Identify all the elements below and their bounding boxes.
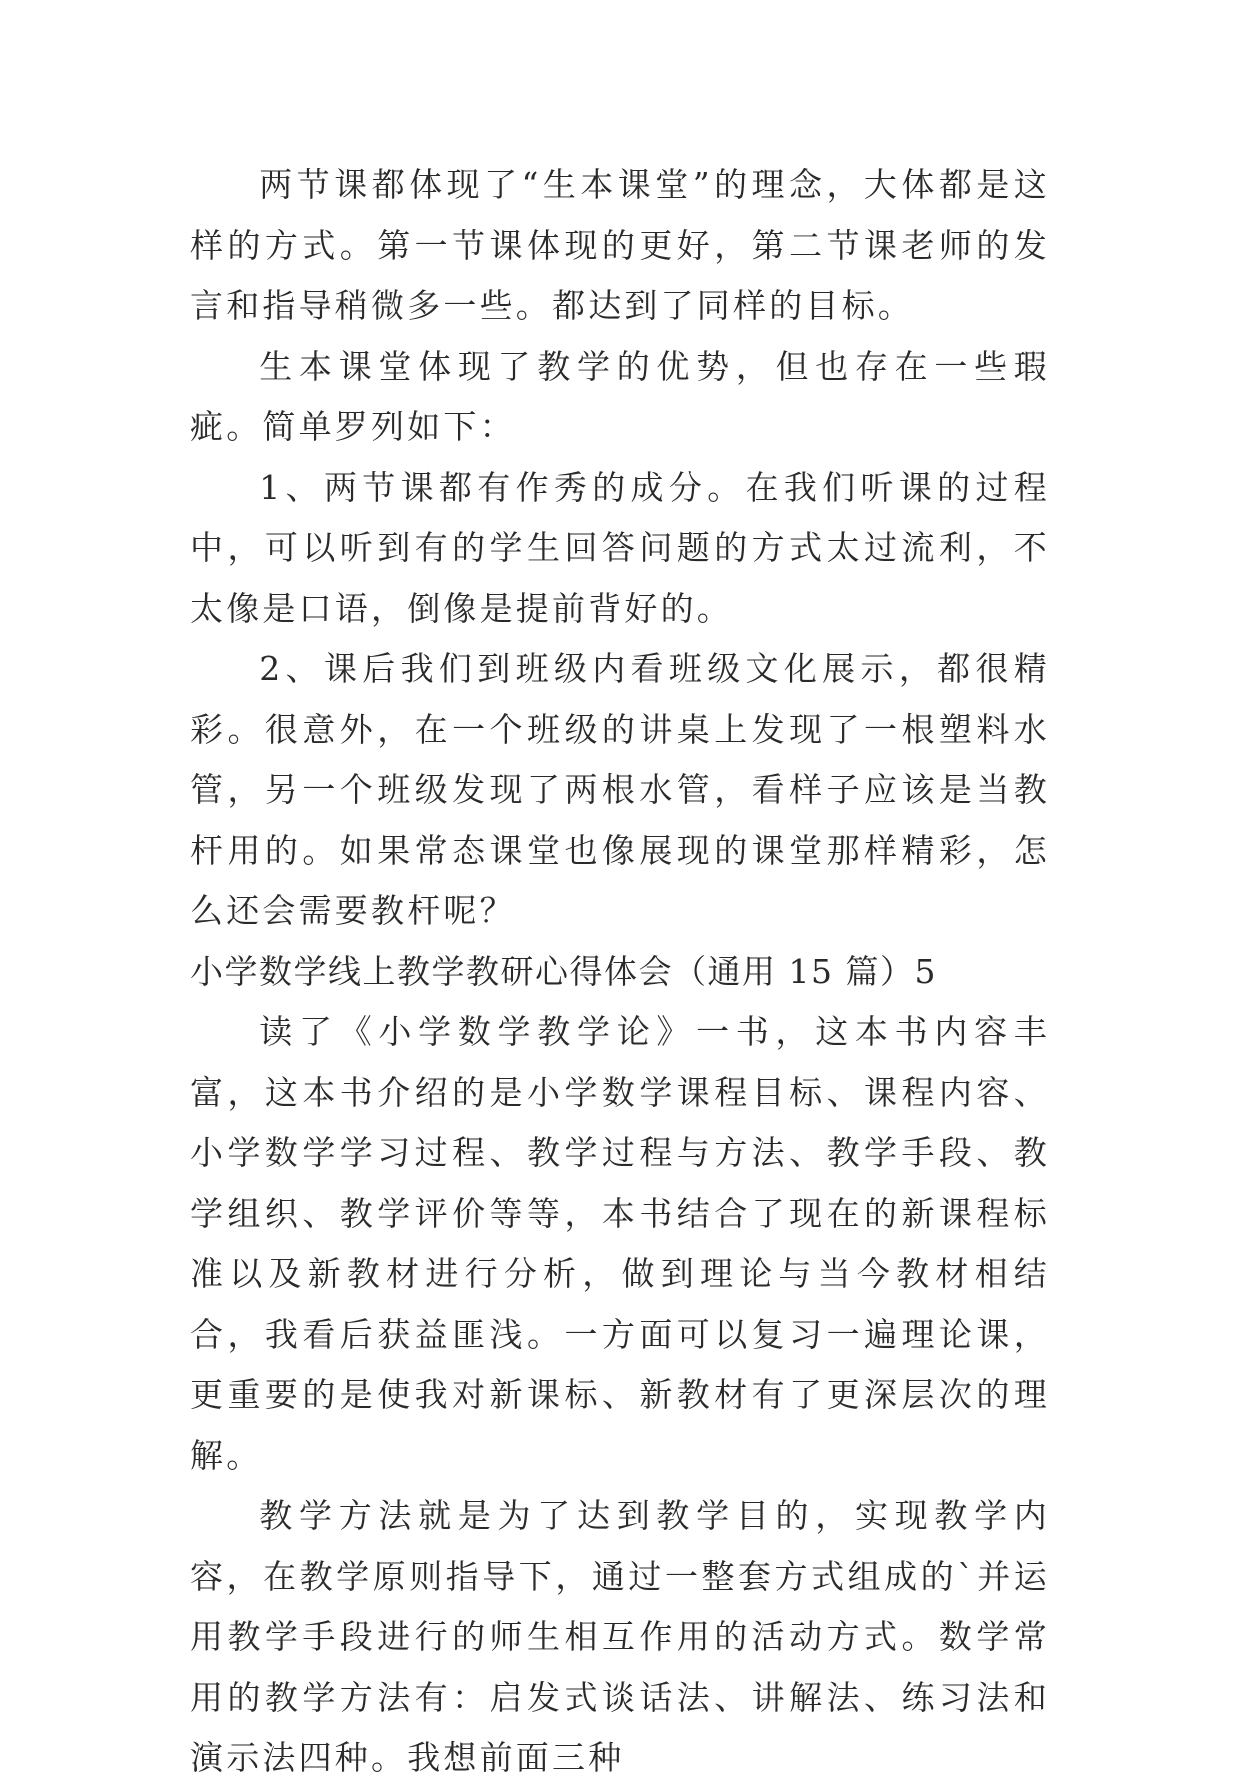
paragraph-1: 两节课都体现了“生本课堂”的理念，大体都是这样的方式。第一节课体现的更好，第二节课老师的发言和指导稍微多一些。都达到了同样的目标。 — [190, 165, 1050, 325]
paragraph-3: 1、两节课都有作秀的成分。在我们听课的过程中，可以听到有的学生回答问题的方式太过流利，不太像是口语，倒像是提前背好的。 — [190, 467, 1050, 628]
paragraph-4: 2、课后我们到班级内看班级文化展示，都很精彩。很意外，在一个班级的讲桌上发现了一根塑料水管，另一个班级发现了两根水管，看样子应该是当教杆用的。如果常态课堂也像展现的课堂那样精彩，怎么还会需要教杆呢？ — [190, 649, 1050, 930]
paragraph-2: 生本课堂体现了教学的优势，但也存在一些瑕疵。简单罗列如下： — [190, 346, 1050, 446]
paragraph-6: 教学方法就是为了达到教学目的，实现教学内容，在教学原则指导下，通过一整套方式组成的`并运用教学手段进行的师生相互作用的活动方式。数学常用的教学方法有：启发式谈话法、讲解法、练习法和演示法四种。我想前面三种 — [190, 1496, 1050, 1777]
paragraph-5: 读了《小学数学教学论》一书，这本书内容丰富，这本书介绍的是小学数学课程目标、课程内容、小学数学学习过程、教学过程与方法、教学手段、教学组织、教学评价等等，本书结合了现在的新课程标准以及新教材进行分析，做到理论与当今教材相结合，我看后获益匪浅。一方面可以复习一遍理论课，更重要的是使我对新课标、新教材有了更深层次的理解。 — [190, 1012, 1050, 1475]
document-body — [190, 155, 1050, 1789]
section-heading: 小学数学线上教学教研心得体会（通用 15 篇）5 — [190, 951, 937, 991]
